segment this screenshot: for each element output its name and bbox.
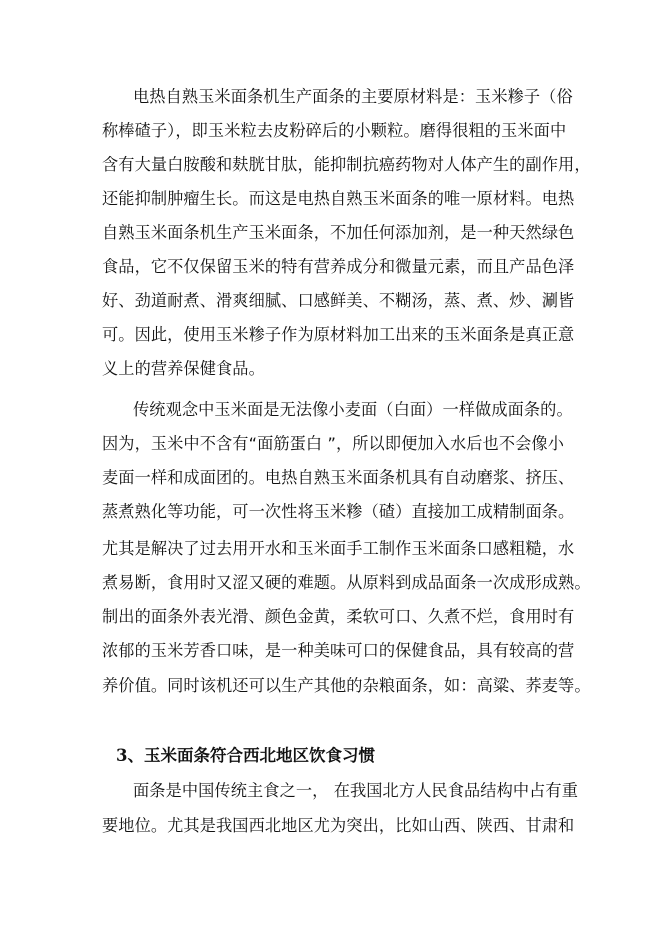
paragraph-1-line-9: 义上的营养保健食品。: [102, 359, 265, 378]
paragraph-2-line-3: 麦面一样和成面团的。电热自熟玉米面条机具有自动磨浆、挤压、: [102, 468, 575, 487]
paragraph-2-line-2: 因为，玉米中不含有“面筋蛋白 ”，所以即便加入水后也不会像小: [102, 434, 564, 453]
paragraph-1-line-4: 还能抑制肿瘤生长。而这是电热自熟玉米面条的唯一原材料。电热: [102, 189, 575, 208]
paragraph-1-line-1: 电热自熟玉米面条机生产面条的主要原材料是：玉米糁子（俗: [133, 87, 573, 106]
paragraph-1-line-6: 食品，它不仅保留玉米的特有营养成分和微量元素，而且产品色泽: [102, 257, 575, 276]
paragraph-3-line-1: 面条是中国传统主食之一， 在我国北方人民食品结构中占有重: [133, 781, 579, 800]
paragraph-2-line-1: 传统观念中玉米面是无法像小麦面（白面）一样做成面条的。: [133, 400, 573, 419]
paragraph-2-line-4: 蒸煮熟化等功能，可一次性将玉米糁（碴）直接加工成精制面条。: [102, 502, 575, 521]
paragraph-1-line-3: 含有大量白胺酸和麸胱甘肽，能抑制抗癌药物对人体产生的副作用，: [102, 155, 591, 174]
paragraph-2-line-5: 尤其是解决了过去用开水和玉米面手工制作玉米面条口感粗糙，水: [102, 539, 575, 558]
paragraph-1-line-2: 称棒碴子），即玉米粒去皮粉碎后的小颗粒。磨得很粗的玉米面中: [102, 121, 567, 140]
paragraph-3-line-2: 要地位。尤其是我国西北地区尤为突出，比如山西、陕西、甘肃和: [102, 816, 575, 835]
paragraph-1-line-7: 好、劲道耐煮、滑爽细腻、口感鲜美、不糊汤，蒸、煮、炒、涮皆: [102, 291, 575, 310]
paragraph-2-line-8: 浓郁的玉米芳香口味，是一种美味可口的保健食品，具有较高的营: [102, 641, 575, 660]
paragraph-2-line-6: 煮易断，食用时又涩又硬的难题。从原料到成品面条一次成形成熟。: [102, 573, 591, 592]
paragraph-2-line-7: 制出的面条外表光滑、颜色金黄，柔软可口、久煮不烂，食用时有: [102, 607, 575, 626]
paragraph-2-line-9: 养价值。同时该机还可以生产其他的杂粮面条，如：高粱、荞麦等。: [102, 676, 591, 695]
paragraph-1-line-8: 可。因此，使用玉米糁子作为原材料加工出来的玉米面条是真正意: [102, 325, 575, 344]
paragraph-1-line-5: 自熟玉米面条机生产玉米面条，不加任何添加剂，是一种天然绿色: [102, 223, 575, 242]
section-heading: 3、玉米面条符合西北地区饮食习惯: [116, 746, 375, 765]
